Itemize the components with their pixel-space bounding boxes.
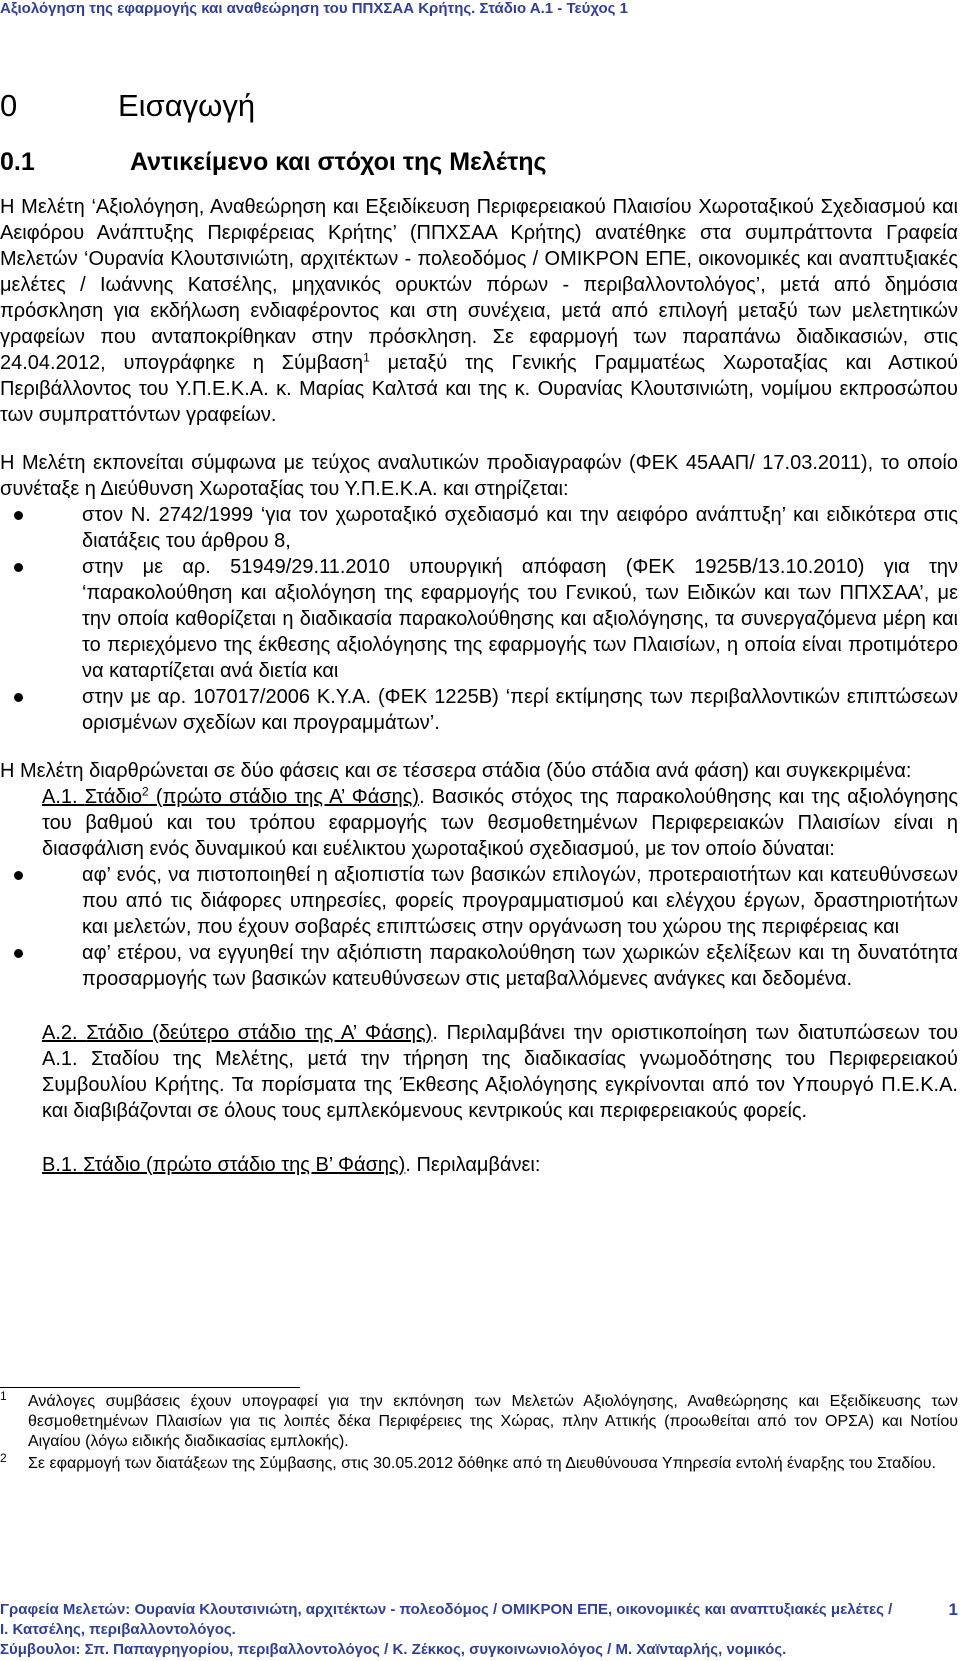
stage-a2-description: . Περιλαμβάνει την οριστικοποίηση των διατυπώσεων του Α.1. Σταδίου της Μελέτης, μετά την τήρηση της διαδικασίας γνωμοδότησης του Περιφερειακού Συμβουλίου Κρήτης. Τα πορίσματα της Έκθεσης Αξιολόγησης εγκρίνονται από τον Υπουργό Π.Ε.Κ.Α. και διαβιβάζονται σε όλους τους εμπλεκόμενους κεντρικούς και περιφερειακούς φορείς. xyxy=(42,1022,959,1122)
bullet-icon xyxy=(14,693,23,702)
stage-b1-description: . Περιλαμβάνει: xyxy=(405,1154,541,1176)
stage-a1 xyxy=(0,784,958,862)
paragraph-intro-text-b: μεταξύ της Γενικής Γραμματέως Χωροταξίας και Αστικού Περιβάλλοντος του Υ.Π.Ε.Κ.Α. κ. Μαρίας Καλτσά και της κ. Ουρανίας Κλουτσινιώτη, νομίμου εκπροσώπου των συμπραττόντων γραφείων. xyxy=(0,352,959,426)
footnote-text: Ανάλογες συμβάσεις έχουν υπογραφεί για την εκπόνηση των Μελετών Αξιολόγησης, Αναθεώρησης και Εξειδίκευσης των θεσμοθετημένων Πλαισίων για τις λοιπές δέκα Περιφέρειες της Χώρας, πλην Αττικής (προωθείται από τον ΟΡΣΑ) και Νοτίου Αιγαίου (λόγω ειδικής διαδικασίας εμπλοκής). xyxy=(28,1393,958,1450)
footnote-mark: 1 xyxy=(0,1389,7,1403)
stage-b1-heading xyxy=(42,1154,405,1176)
stage-b1-code: Β.1. xyxy=(42,1154,78,1176)
bullet-icon xyxy=(14,871,23,880)
footnote-2 xyxy=(0,1451,958,1474)
stage-b1-text xyxy=(0,1152,958,1178)
list-item xyxy=(0,502,958,554)
list-item-text: αφ’ ενός, να πιστοποιηθεί η αξιοπιστία των βασικών επιλογών, προτεραιοτήτων και κατευθύνσεων που από τις διάφορες υπηρεσίες, φορείς προγραμματισμού και ελέγχου έργων, δραστηριοτήτων και μελετών, που έχουν σοβαρές επιπτώσεις στην οργάνωση του χώρου της περιφέρειας και xyxy=(82,864,958,938)
page-footer xyxy=(0,1600,958,1660)
list-item xyxy=(0,684,958,736)
footnote-ref-1[interactable]: 1 xyxy=(363,350,370,365)
stage-b1-label: Στάδιο (πρώτο στάδιο της Β’ Φάσης) xyxy=(83,1154,406,1176)
paragraph-intro-text-a: Η Μελέτη ‘Αξιολόγηση, Αναθεώρηση και Εξειδίκευση Περιφερειακού Πλαισίου Χωροταξικού Σχεδιασμού και Αειφόρου Ανάπτυξης Περιφέρειας Κρήτης’ (ΠΠΧΣΑΑ Κρήτης) ανατέθηκε στα συμπράττοντα Γραφεία Μελετών ‘Ουρανία Κλουτσινιώτη, αρχιτέκτων - πολεοδόμος / ΟΜΙΚΡΟΝ ΕΠΕ, οικονομικές και αναπτυξιακές μελέτες / Ιωάννης Κατσέλης, μηχανικός ορυκτών πόρων - περιβαλλοντολόγος’, μετά από δημόσια πρόσκληση για εκδήλωση ενδιαφέροντος και στη συνέχεια, μετά από επιλογή μεταξύ των μελετητικών γραφείων που ανταποκρίθηκαν στην πρόσκληση. Σε εφαρμογή των παραπάνω διαδικασιών, στις 24.04.2012, υπογράφηκε η Σύμβαση xyxy=(0,196,958,374)
footer-line-2: Ι. Κατσέλης, περιβαλλοντολόγος. xyxy=(0,1621,236,1638)
list-item-text: αφ’ ετέρου, να εγγυηθεί την αξιόπιστη παρακολούθηση των χωρικών εξελίξεων και τη δυνατότητα προσαρμογής των βασικών κατευθύνσεων στις μεταβαλλόμενες ανάγκες και δεδομένα. xyxy=(82,942,958,990)
stage-a2-label: Στάδιο (δεύτερο στάδιο της Α’ Φάσης) xyxy=(86,1022,433,1044)
stage-a1-label: Στάδιο xyxy=(84,786,143,808)
stage-a1-text xyxy=(0,784,958,862)
stage-a2-code: Α.2. xyxy=(42,1022,78,1044)
paragraph-structure: Η Μελέτη διαρθρώνεται σε δύο φάσεις και σε τέσσερα στάδια (δύο στάδια ανά φάση) και συγκεκριμένα: xyxy=(0,760,912,782)
stage-a1-list xyxy=(0,862,958,992)
subsection-heading xyxy=(0,148,547,177)
basis-list xyxy=(0,502,958,736)
section-number: 0 xyxy=(0,88,18,123)
running-header: Αξιολόγηση της εφαρμογής και αναθεώρηση του ΠΠΧΣΑΑ Κρήτης. Στάδιο Α.1 - Τεύχος 1 xyxy=(0,0,628,17)
list-item xyxy=(0,940,958,992)
list-item xyxy=(0,554,958,684)
list-item xyxy=(0,862,958,940)
subsection-title: Αντικείμενο και στόχοι της Μελέτης xyxy=(130,148,547,176)
stage-a2 xyxy=(0,1020,958,1124)
stage-a1-heading xyxy=(42,786,419,808)
list-item-text: στην με αρ. 51949/29.11.2010 υπουργική απόφαση (ΦΕΚ 1925Β/13.10.2010) για την ‘παρακολούθηση και αξιολόγηση της εφαρμογής του Γενικού, των Ειδικών και των ΠΠΧΣΑΑ’, με την οποία καθορίζεται η διαδικασία παρακολούθησης και αξιολόγησης, τα συνεργαζόμενα μέρη και το περιεχόμενο της έκθεσης αξιολόγησης της εφαρμογής των Πλαισίων, η οποία είναι προτιμότερο να καταρτίζεται ανά διετία και xyxy=(82,556,958,682)
footnote-mark: 2 xyxy=(0,1451,7,1465)
stage-a2-heading xyxy=(42,1022,432,1044)
footnote-1 xyxy=(0,1389,958,1452)
body-text xyxy=(0,194,958,1200)
stage-a1-phase: (πρώτο στάδιο της Α’ Φάσης) xyxy=(155,786,420,808)
stage-b1 xyxy=(0,1152,958,1178)
section-title: Εισαγωγή xyxy=(118,88,256,123)
stage-a1-description: . Βασικός στόχος της παρακολούθησης και της αξιολόγησης του βαθμού και του τρόπου εφαρμογής των θεσμοθετημένων Περιφερειακών Πλαισίων είναι η διασφάλιση ενός δυναμικού και ευέλικτου χωροταξικού σχεδιασμού, με τον οποίο δύναται: xyxy=(42,786,959,860)
section-heading xyxy=(0,88,255,124)
bullet-icon xyxy=(14,511,23,520)
footer-line-1: Γραφεία Μελετών: Ουρανία Κλουτσινιώτη, αρχιτέκτων - πολεοδόμος / ΟΜΙΚΡΟΝ ΕΠΕ, οικονομικές και αναπτυξιακές μελέτες / xyxy=(0,1601,893,1618)
footnote-text: Σε εφαρμογή των διατάξεων της Σύμβασης, στις 30.05.2012 δόθηκε από τη Διευθύνουσα Υπηρεσία εντολή έναρξης του Σταδίου. xyxy=(28,1455,936,1472)
bullet-icon xyxy=(14,563,23,572)
list-item-text: στον Ν. 2742/1999 ‘για τον χωροταξικό σχεδιασμό και την αειφόρο ανάπτυξη’ και ειδικότερα στις διατάξεις του άρθρου 8, xyxy=(82,504,958,552)
footnotes xyxy=(0,1389,958,1474)
footnote-divider xyxy=(0,1387,300,1388)
stage-a1-code: Α.1. xyxy=(42,786,78,808)
stage-a2-text xyxy=(0,1020,958,1124)
footnote-ref-2[interactable]: 2 xyxy=(142,784,149,799)
subsection-number: 0.1 xyxy=(0,148,35,176)
paragraph-basis: Η Μελέτη εκπονείται σύμφωνα με τεύχος αναλυτικών προδιαγραφών (ΦΕΚ 45ΑΑΠ/ 17.03.2011), το οποίο συνέταξε η Διεύθυνση Χωροταξίας του Υ.Π.Ε.Κ.Α. και στηρίζεται: xyxy=(0,452,958,500)
page-number: 1 xyxy=(948,1600,958,1619)
bullet-icon xyxy=(14,949,23,958)
footer-line-3: Σύμβουλοι: Σπ. Παπαγρηγορίου, περιβαλλοντολόγος / Κ. Ζέκκος, συγκοινωνιολόγος / Μ. Χαϊνταρλής, νομικός. xyxy=(0,1641,787,1658)
list-item-text: στην με αρ. 107017/2006 Κ.Υ.Α. (ΦΕΚ 1225Β) ‘περί εκτίμησης των περιβαλλοντικών επιπτώσεων ορισμένων σχεδίων και προγραμμάτων’. xyxy=(82,686,958,734)
paragraph-intro xyxy=(0,194,958,428)
